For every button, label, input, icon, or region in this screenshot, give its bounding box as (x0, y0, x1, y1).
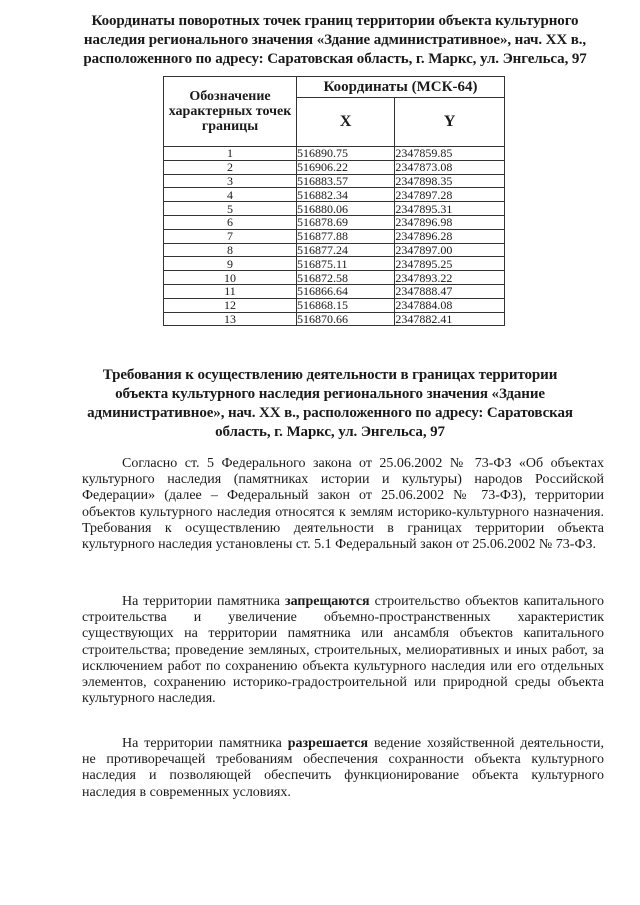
point-number: 9 (164, 257, 297, 271)
point-number: 4 (164, 188, 297, 202)
section-title (60, 366, 600, 442)
paragraph-allowed (82, 736, 604, 801)
section-title-line: Требования к осуществлению деятельности в границах территории (102, 367, 558, 383)
coordinate-x: 516883.57 (297, 174, 395, 188)
point-number: 12 (164, 298, 297, 312)
allowed-keyword: разрешается (287, 736, 369, 751)
coordinate-y: 2347873.08 (395, 160, 505, 174)
title-line: наследия регионального значения «Здание административное», нач. XX в., (83, 32, 587, 48)
point-number: 10 (164, 271, 297, 285)
paragraph-text: На территории памятника (122, 736, 288, 751)
table-row (164, 298, 505, 312)
point-number: 1 (164, 147, 297, 161)
table-row (164, 257, 505, 271)
prohibited-keyword: запрещаются (284, 594, 370, 609)
coordinate-x: 516882.34 (297, 188, 395, 202)
table-row (164, 160, 505, 174)
coordinate-x: 516878.69 (297, 215, 395, 229)
paragraph-prohibited (82, 594, 604, 707)
coordinate-x: 516866.64 (297, 284, 395, 298)
point-number: 13 (164, 312, 297, 326)
coordinate-y: 2347893.22 (395, 271, 505, 285)
coordinates-table-body (164, 147, 505, 326)
y-column-header: Y (395, 98, 505, 147)
point-number: 6 (164, 215, 297, 229)
coordinate-x: 516890.75 (297, 147, 395, 161)
table-row (164, 284, 505, 298)
point-number: 2 (164, 160, 297, 174)
point-number: 11 (164, 284, 297, 298)
coordinate-x: 516875.11 (297, 257, 395, 271)
coordinate-y: 2347888.47 (395, 284, 505, 298)
table-row (164, 312, 505, 326)
coordinate-y: 2347898.35 (395, 174, 505, 188)
coordinate-x: 516880.06 (297, 202, 395, 216)
section-title-line: область, г. Маркс, ул. Энгельса, 97 (215, 424, 445, 440)
table-row (164, 215, 505, 229)
coordinate-x: 516906.22 (297, 160, 395, 174)
coordinate-x: 516870.66 (297, 312, 395, 326)
paragraph-text: строительство объектов капитального строительства и увеличение объемно-пространственных характеристик существующих на территории памятника или ансамбля объектов капитального строительства; проведение земляных, строительных, мелиоративных и иных работ, за исключением работ по сохранению объекта культурного наследия или его отдельных элементов, сохранению историко-градостроительной или природной среды объекта культурного наследия. (82, 594, 604, 707)
table-row (164, 229, 505, 243)
coordinate-y: 2347897.00 (395, 243, 505, 257)
table-row (164, 202, 505, 216)
coordinate-x: 516877.88 (297, 229, 395, 243)
point-number: 8 (164, 243, 297, 257)
point-number: 7 (164, 229, 297, 243)
section-title-line: объекта культурного наследия регионального значения «Здание (115, 386, 545, 402)
coordinate-y: 2347859.85 (395, 147, 505, 161)
title-line: расположенного по адресу: Саратовская область, г. Маркс, ул. Энгельса, 97 (83, 51, 587, 67)
page-title (40, 12, 630, 69)
coordinates-group-header: Координаты (МСК-64) (297, 77, 505, 98)
coordinates-table (163, 76, 505, 326)
coordinate-y: 2347882.41 (395, 312, 505, 326)
point-number: 5 (164, 202, 297, 216)
paragraph-law-reference (82, 456, 604, 553)
coordinate-y: 2347895.25 (395, 257, 505, 271)
table-row (164, 147, 505, 161)
coordinate-y: 2347896.98 (395, 215, 505, 229)
coordinate-y: 2347884.08 (395, 298, 505, 312)
coordinate-x: 516877.24 (297, 243, 395, 257)
table-row (164, 271, 505, 285)
point-column-header: Обозначение характерных точек границы (164, 77, 297, 147)
table-row (164, 243, 505, 257)
paragraph-text: ведение хозяйственной деятельности, не противоречащей требованиям обеспечения сохранности объекта культурного наследия и позволяющей обеспечить функционирование объекта культурного наследия в современных условиях. (82, 736, 605, 800)
title-line: Координаты поворотных точек границ территории объекта культурного (91, 13, 579, 29)
coordinate-x: 516872.58 (297, 271, 395, 285)
point-number: 3 (164, 174, 297, 188)
table-row (164, 174, 505, 188)
paragraph-text: На территории памятника (122, 594, 285, 609)
paragraph-text: Согласно ст. 5 Федерального закона от 25.06.2002 № 73-ФЗ «Об объектах культурного наследия (памятниках истории и культуры) народов Российской Федерации» (далее – Федеральный закон от 25.06.2002 № 73-ФЗ), территории объектов культурного наследия относятся к землям историко-культурного назначения. Требования к осуществлению деятельности в границах территории объекта культурного наследия установлены ст. 5.1 Федеральный закон от 25.06.2002 № 73-ФЗ. (82, 456, 604, 553)
table-row (164, 188, 505, 202)
coordinate-y: 2347896.28 (395, 229, 505, 243)
coordinate-y: 2347897.28 (395, 188, 505, 202)
coordinate-y: 2347895.31 (395, 202, 505, 216)
coordinate-x: 516868.15 (297, 298, 395, 312)
section-title-line: административное», нач. XX в., расположенного по адресу: Саратовская (87, 405, 573, 421)
x-column-header: X (297, 98, 395, 147)
